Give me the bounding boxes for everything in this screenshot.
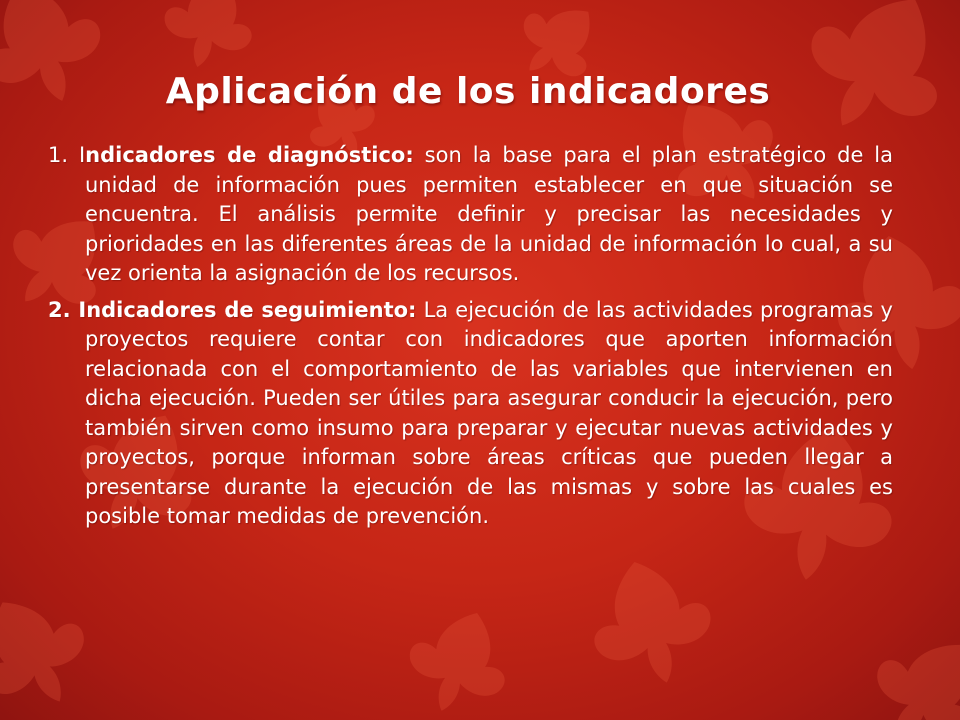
list-item-diagnostico [48,141,893,289]
item-text: La ejecución de las actividades programas y proyectos requiere contar con indicadores que aporten información relacionada con el comportamiento de las variables que intervienen en dicha ejecución. Pueden ser útiles para asegurar conducir la ejecución, pero también sirven como insumo para preparar y ejecutar nuevas actividades y proyectos, porque informan sobre áreas críticas que pueden llegar a presentarse durante la ejecución de las mismas y sobre las cuales es posible tomar medidas de prevención. [85,297,893,528]
item-text: son la base para el plan estratégico de la unidad de información pues permiten establecer en que situación se encuentra. El análisis permite definir y precisar las necesidades y prioridades en las diferentes áreas de la unidad de información lo cual, a su vez orienta la asignación de los recursos. [85,143,893,285]
slide-title: Aplicación de los indicadores [165,71,771,112]
item-label: ndicadores de diagnóstico: [85,143,414,167]
slide-content [48,141,893,539]
item-label: Indicadores de seguimiento: [78,297,417,322]
item-number: 1. [48,143,79,167]
item-number: 2. [48,297,79,322]
item-label-initial: I [78,143,86,167]
list-item-seguimiento [48,296,893,532]
